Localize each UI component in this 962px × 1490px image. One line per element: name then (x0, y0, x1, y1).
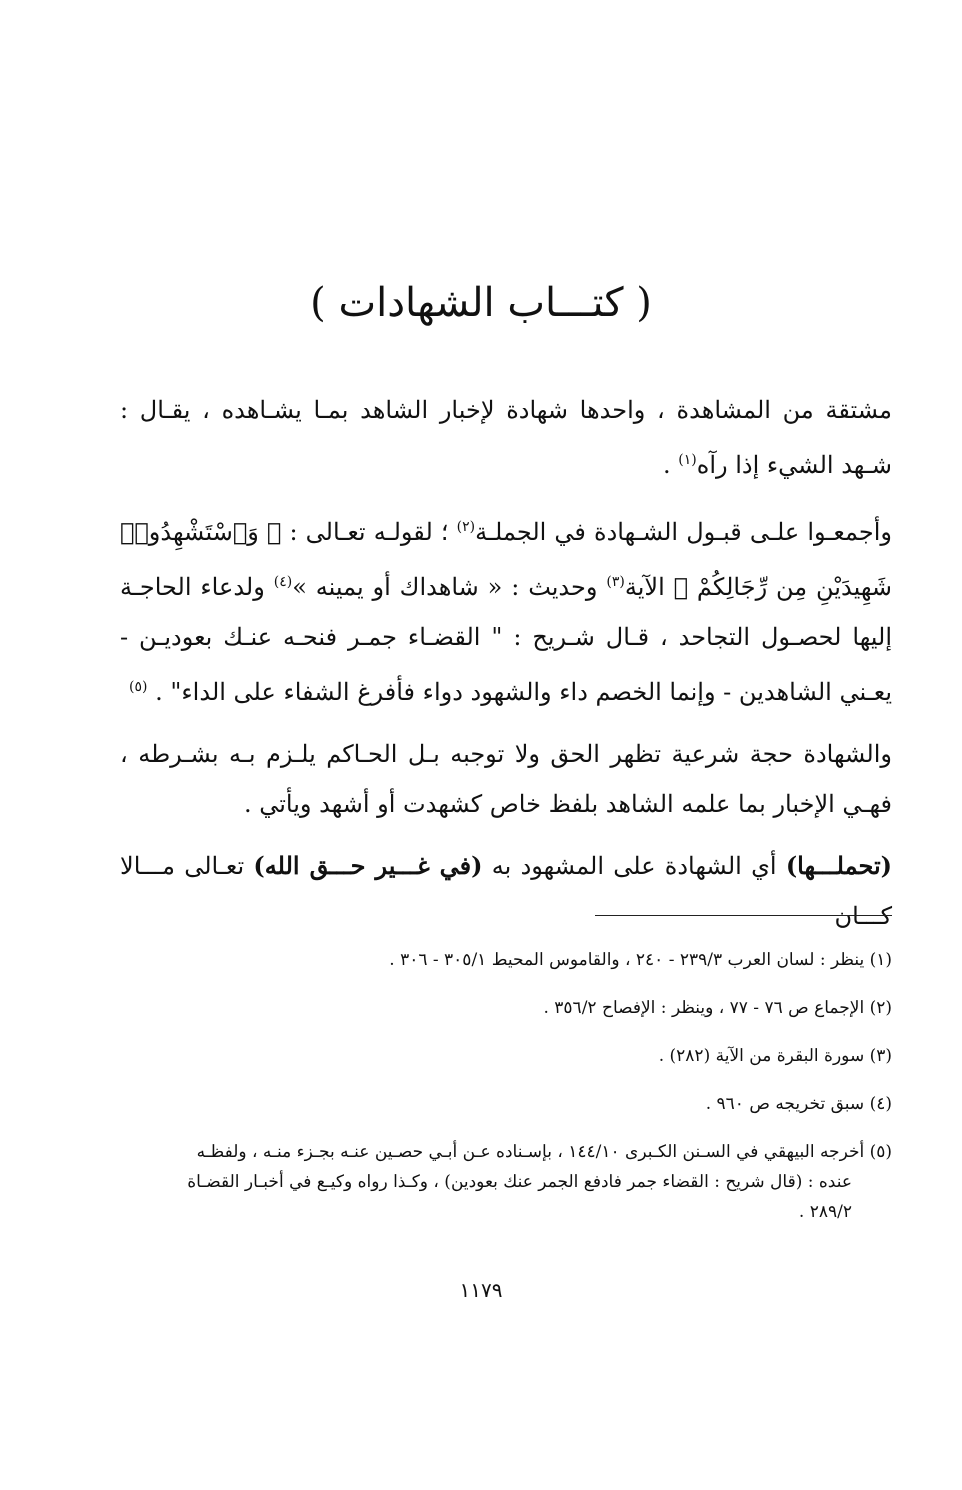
page-number: ١١٧٩ (459, 1278, 503, 1302)
paragraph-1: مشتقة من المشاهدة ، واحدها شهادة لإخبار الشاهد بمـا يشـاهده ، يقـال : شـهد الشيء إذا رآه$^{(١)}$ . (120, 396, 892, 479)
paragraph-2-text-a: وأجمعـوا علـى قبـول الشـهادة في الجملـة (475, 518, 892, 546)
paragraph-2 (120, 502, 892, 717)
footnote-separator (595, 915, 892, 916)
paragraph-4 (120, 841, 892, 941)
footnote-5-end: ٢٨٩/٢ . (798, 1202, 852, 1222)
footnotes (120, 945, 892, 1227)
paragraph-2-text-d: ولدعاء الحاجـة إليها لحصـول التجاحد ، قـال شـريح : " القضـاء جمـر فنحـه عنـك بعوديـن - يعـني الشاهدين - وإنما الخصم داء والشهود دواء فأفرغ الشفاء على الداء" . (120, 573, 892, 706)
paragraph-1-text: مشتقة من المشاهدة ، واحدها شهادة لإخبار الشاهد بمـا يشـاهده ، يقـال : شـهد الشيء إذا رآه (120, 396, 892, 479)
footnote-4: (٤) سبق تخريجه ص ٩٦٠ . (705, 1094, 892, 1114)
footnote-5: (٥) أخرجه البيهقي في السـنن الكـبرى ١٤٤/١٠ ، بإسـناده عـن أبـي حصـين عنـه بجـزء منـه ، ولفظـه (196, 1142, 892, 1162)
footnote-marker-5: (٥) (128, 679, 148, 695)
footnote-marker-1: (١) (678, 452, 697, 468)
paragraph-3-text: والشهادة حجة شرعية تظهر الحق ولا توجبه بـل الحـاكم يلـزم بـه بشـرطه ، فهـي الإخبار بما علمه الشاهد بلفظ خاص كشهدت أو أشهد ويأتي . (120, 740, 892, 818)
footnote-2: (٢) الإجماع ص ٧٦ - ٧٧ ، وينظر : الإفصاح ٣٥٦/٢ . (543, 998, 892, 1018)
matn-tahammuluha: (تحملـــها) (785, 851, 892, 880)
paragraph-4-text-b: تعـالى مـــالا كـــان (120, 852, 892, 930)
paragraph-2-text-b: ؛ لقولـه تعـالى : ﴿ وَٱسْتَشْهِدُوا۟ شَهِيدَيْنِ مِن رِّجَالِكُمْ ﴾ الآية (120, 518, 893, 601)
chapter-title: ( كتـــاب الشهادات ) (310, 280, 652, 326)
paragraph-4-text-a: أي الشهادة على المشهود به (491, 852, 777, 880)
paragraph-2-text-c: وحديث : « شاهداك أو يمينه » (292, 573, 598, 601)
matn-fi-ghayr-haqq-allah: (في غـــير حـــق الله) (253, 851, 483, 880)
footnote-3: (٣) سورة البقرة من الآية (٢٨٢) . (658, 1046, 892, 1066)
footnote-marker-4: (٤) (273, 574, 293, 590)
main-text (120, 385, 892, 953)
footnote-5-continued: عنده : (قال شريح : القضاء جمر فادفع الجمر عنك بعودين) ، وكـذا رواه وكيـع في أخبـار القضـاة (187, 1172, 852, 1192)
footnote-marker-2: (٢) (456, 519, 476, 535)
footnote-1: (١) ينظر : لسان العرب ٢٣٩/٣ - ٢٤٠ ، والقاموس المحيط ٣٠٥/١ - ٣٠٦ . (389, 950, 892, 970)
footnote-marker-3: (٣) (606, 574, 625, 590)
paragraph-3 (120, 729, 892, 829)
